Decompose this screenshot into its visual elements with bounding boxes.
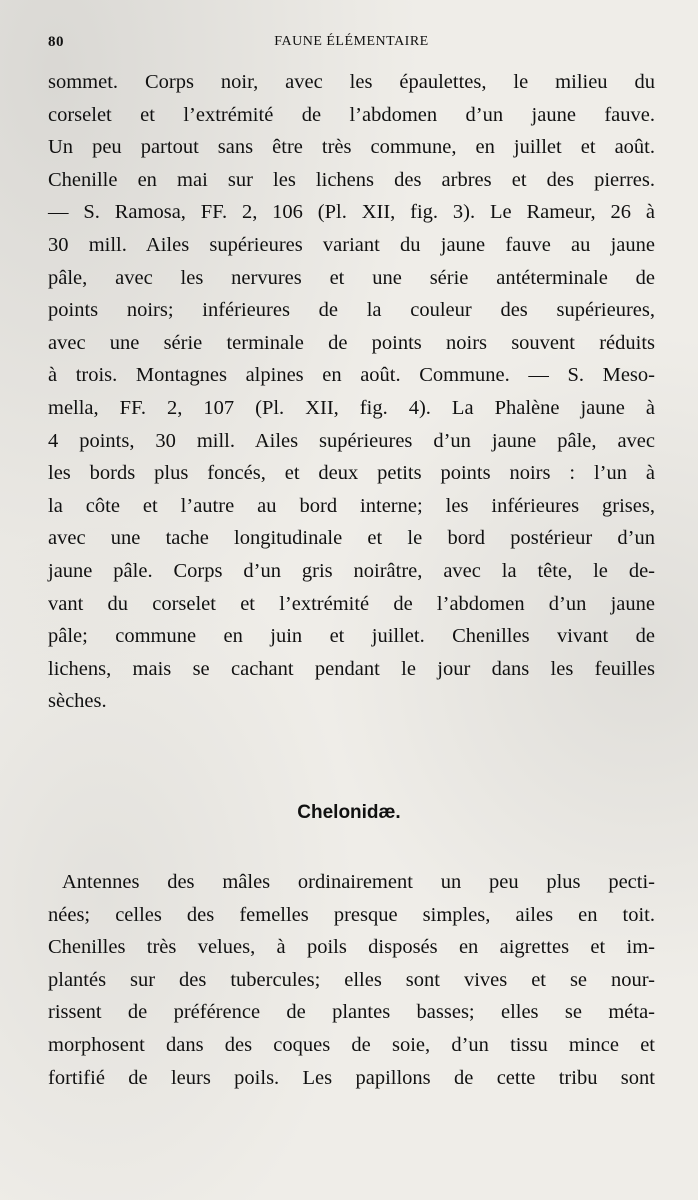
running-title: FAUNE ÉLÉMENTAIRE [274,34,429,49]
text-line: Un peu partout sans être très commune, en juillet et août. [48,136,655,159]
page-header [48,34,655,54]
text-line: avec une tache longitudinale et le bord postérieur d’un [48,527,655,550]
text-line: lichens, mais se cachant pendant le jour dans les feuilles [48,657,655,680]
text-line: 30 mill. Ailes supérieures variant du jaune fauve au jaune [48,233,655,256]
text-line: morphosent dans des coques de soie, d’un tissu mince et [48,1033,655,1056]
text-line: mella, FF. 2, 107 (Pl. XII, fig. 4). La Phalène jaune à [48,396,655,419]
text-line: points noirs; inférieures de la couleur des supérieures, [48,299,655,322]
text-line: Antennes des mâles ordinairement un peu plus pecti- [62,871,655,893]
text-line: — S. Ramosa, FF. 2, 106 (Pl. XII, fig. 3). Le Rameur, 26 à [48,201,655,224]
text-line: pâle; commune en juin et juillet. Chenilles vivant de [48,625,655,648]
text-line: vant du corselet et l’extrémité de l’abdomen d’un jaune [48,592,655,615]
section-paragraph [48,866,655,1094]
text-line: les bords plus foncés, et deux petits points noirs : l’un à [48,462,655,485]
body-paragraph [48,66,655,718]
text-line: fortifié de leurs poils. Les papillons de cette tribu sont [48,1066,655,1089]
text-line: 4 points, 30 mill. Ailes supérieures d’un jaune pâle, avec [48,429,655,452]
text-line: à trois. Montagnes alpines en août. Commune. — S. Meso- [48,364,655,387]
text-line: Chenille en mai sur les lichens des arbres et des pierres. [48,168,655,191]
text-line: sommet. Corps noir, avec les épaulettes, le milieu du [48,71,655,93]
text-line: avec une série terminale de points noirs souvent réduits [48,331,655,354]
text-line: nées; celles des femelles presque simples, ailes en toit. [48,903,655,926]
text-line: plantés sur des tubercules; elles sont vives et se nour- [48,968,655,991]
text-line: corselet et l’extrémité de l’abdomen d’un jaune fauve. [48,103,655,126]
text-line: la côte et l’autre au bord interne; les inférieures grises, [48,494,655,517]
text-line: Chenilles très velues, à poils disposés en aigrettes et im- [48,936,655,959]
text-line: sèches. [48,690,107,713]
text-line: jaune pâle. Corps d’un gris noirâtre, avec la tête, le de- [48,559,655,582]
page-number: 80 [48,34,64,50]
section-heading: Chelonidæ. [297,802,401,823]
text-line: pâle, avec les nervures et une série antéterminale de [48,266,655,289]
text-line: rissent de préférence de plantes basses; elles se méta- [48,1001,655,1024]
